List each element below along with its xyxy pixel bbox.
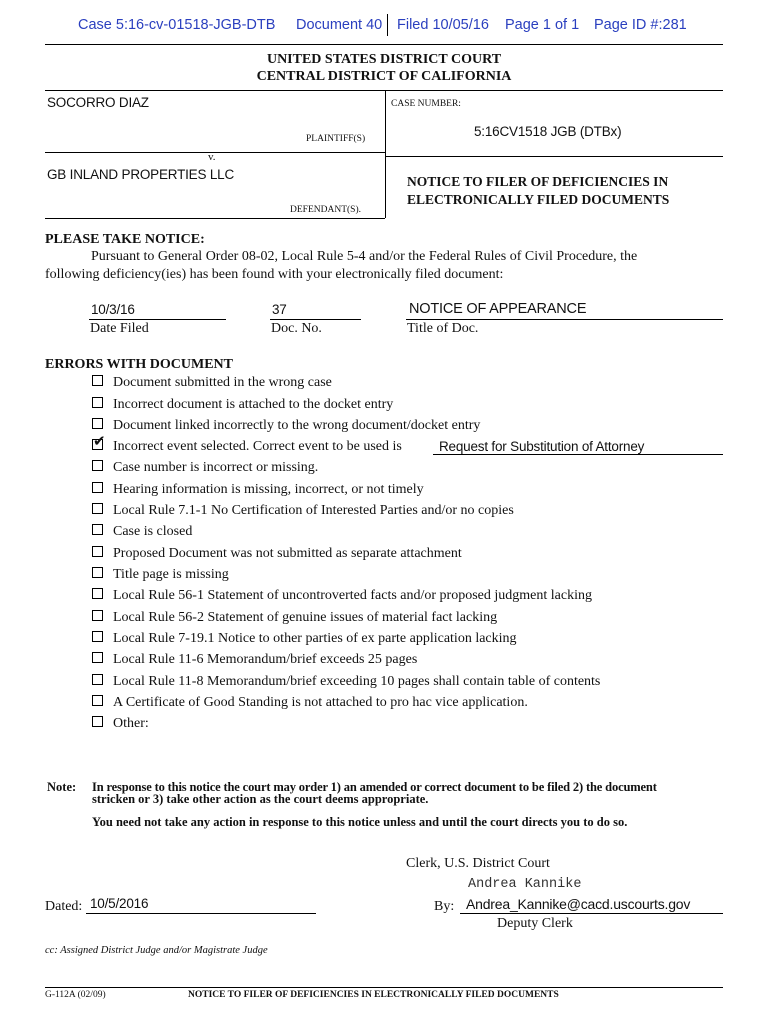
header-document: Document 40 <box>296 17 383 33</box>
notice-title-line1: NOTICE TO FILER OF DEFICIENCIES IN <box>407 174 669 189</box>
error-item <box>92 460 318 476</box>
header-divider <box>387 14 388 36</box>
error-item <box>92 397 393 413</box>
checkbox[interactable] <box>92 695 103 706</box>
error-item <box>92 546 462 562</box>
checkbox[interactable] <box>92 524 103 535</box>
note-line2: stricken or 3) take other action as the court deems appropriate. <box>92 792 429 806</box>
header-filed: Filed 10/05/16 <box>397 17 489 33</box>
checkbox[interactable] <box>92 610 103 621</box>
date-filed-label: Date Filed <box>90 321 149 336</box>
date-filed-rule <box>89 319 226 320</box>
plaintiff-label: PLAINTIFF(S) <box>306 134 366 144</box>
notice-title-line2: ELECTRONICALLY FILED DOCUMENTS <box>407 192 670 207</box>
error-item-label: Local Rule 7-19.1 Notice to other parties of ex parte application lacking <box>113 631 517 646</box>
dated-value: 10/5/2016 <box>90 896 149 911</box>
top-rule <box>45 44 723 45</box>
notice-text-line1: Pursuant to General Order 08-02, Local Rule 5-4 and/or the Federal Rules of Civil Procedure, the <box>91 249 638 264</box>
error-item <box>92 674 600 690</box>
checkbox[interactable] <box>92 716 103 727</box>
error-item-label: Case number is incorrect or missing. <box>113 460 319 475</box>
error-item <box>92 631 517 647</box>
error-item-checked <box>92 432 402 455</box>
case-number-rule <box>385 156 723 157</box>
error-item <box>92 524 192 540</box>
error-item <box>92 482 424 498</box>
checkbox[interactable] <box>92 460 103 471</box>
form-id-code: G-112A <box>45 990 76 1000</box>
form-title: NOTICE TO FILER OF DEFICIENCIES IN ELECTRONICALLY FILED DOCUMENTS <box>188 990 559 1000</box>
checkbox[interactable] <box>92 375 103 386</box>
checkbox[interactable] <box>92 674 103 685</box>
checkbox[interactable] <box>92 631 103 642</box>
error-item <box>92 610 497 626</box>
correct-event-rule <box>433 454 723 455</box>
clerk-title: Clerk, U.S. District Court <box>406 856 550 871</box>
notice-text-line2: following deficiency(ies) has been found with your electronically filed document: <box>45 267 504 282</box>
note-line1: In response to this notice the court may order 1) an amended or correct document to be filed 2) the document <box>92 780 657 794</box>
checkbox[interactable] <box>92 652 103 663</box>
defendant-label: DEFENDANT(S). <box>290 205 361 215</box>
error-item <box>92 503 514 519</box>
checkbox[interactable] <box>92 482 103 493</box>
error-item <box>92 716 149 732</box>
checkbox[interactable] <box>92 397 103 408</box>
error-item-label: Document submitted in the wrong case <box>113 375 332 390</box>
error-item-label: Proposed Document was not submitted as separate attachment <box>113 546 462 561</box>
clerk-signature-name: Andrea Kannike <box>468 877 582 892</box>
defendant-rule <box>45 218 385 219</box>
by-email: Andrea_Kannike@cacd.uscourts.gov <box>466 896 691 912</box>
versus: v. <box>208 151 216 163</box>
case-number: 5:16CV1518 JGB (DTBx) <box>474 124 622 139</box>
error-item-label: Case is closed <box>113 524 193 539</box>
doc-title-rule <box>406 319 723 320</box>
checkbox[interactable] <box>92 567 103 578</box>
date-filed-value: 10/3/16 <box>91 302 135 317</box>
error-item-label: Document linked incorrectly to the wrong document/docket entry <box>113 418 481 433</box>
error-item-label: Local Rule 7.1-1 No Certification of Interested Parties and/or no copies <box>113 503 514 518</box>
error-item-label: Local Rule 11-6 Memorandum/brief exceeds 25 pages <box>113 652 418 667</box>
error-item <box>92 652 417 668</box>
error-item <box>92 418 480 434</box>
court-district: CENTRAL DISTRICT OF CALIFORNIA <box>256 69 512 84</box>
doc-title-label: Title of Doc. <box>407 321 479 336</box>
error-item <box>92 375 332 391</box>
error-item-label: Local Rule 56-2 Statement of genuine issues of material fact lacking <box>113 610 498 625</box>
header-page-id: Page ID #:281 <box>594 17 687 33</box>
header-case: Case 5:16-cv-01518-JGB-DTB <box>78 17 276 33</box>
error-item-label: Title page is missing <box>113 567 229 582</box>
error-item-label: Incorrect event selected. Correct event to be used is <box>113 439 402 454</box>
error-item-label: Local Rule 11-8 Memorandum/brief exceeding 10 pages shall contain table of contents <box>113 674 601 689</box>
checkmark-icon: ✔ <box>93 432 106 450</box>
notice-heading: PLEASE TAKE NOTICE: <box>45 232 205 247</box>
note-label: Note: <box>47 780 77 794</box>
checkbox[interactable] <box>92 546 103 557</box>
correct-event-value: Request for Substitution of Attorney <box>439 439 645 454</box>
deputy-clerk: Deputy Clerk <box>497 916 573 931</box>
error-item <box>92 588 592 604</box>
error-item <box>92 567 229 583</box>
footer-rule <box>45 987 723 988</box>
dated-rule <box>86 913 316 914</box>
error-item-label: Hearing information is missing, incorrect, or not timely <box>113 482 424 497</box>
doc-no-label: Doc. No. <box>271 321 322 336</box>
error-item-label: A Certificate of Good Standing is not attached to pro hac vice application. <box>113 695 528 710</box>
form-id <box>45 990 106 1000</box>
by-label: By: <box>434 899 455 914</box>
form-date: (02/09) <box>77 990 106 1000</box>
errors-heading: ERRORS WITH DOCUMENT <box>45 357 233 372</box>
case-number-label: CASE NUMBER: <box>391 99 461 109</box>
plaintiff-name: SOCORRO DIAZ <box>47 95 149 110</box>
doc-no-value: 37 <box>272 302 287 317</box>
court-name: UNITED STATES DISTRICT COURT <box>266 52 502 67</box>
checkbox[interactable] <box>92 503 103 514</box>
error-item <box>92 695 528 711</box>
checkbox[interactable] <box>92 588 103 599</box>
header-page: Page 1 of 1 <box>505 17 580 33</box>
note-line3: You need not take any action in response to this notice unless and until the court directs you to do so. <box>92 815 628 829</box>
doc-title-value: NOTICE OF APPEARANCE <box>409 301 587 317</box>
defendant-name: GB INLAND PROPERTIES LLC <box>47 167 235 182</box>
error-item-label: Local Rule 56-1 Statement of uncontroverted facts and/or proposed judgment lacking <box>113 588 592 603</box>
caption-vertical-rule <box>385 90 386 218</box>
checkbox[interactable] <box>92 418 103 429</box>
checkbox-checked[interactable] <box>92 432 106 450</box>
dated-label: Dated: <box>45 899 83 914</box>
cc-line: cc: Assigned District Judge and/or Magistrate Judge <box>45 945 268 956</box>
by-rule <box>460 913 723 914</box>
doc-no-rule <box>270 319 361 320</box>
error-item-label: Incorrect document is attached to the docket entry <box>113 397 394 412</box>
caption-top-rule <box>45 90 723 91</box>
error-item-label: Other: <box>113 716 149 731</box>
